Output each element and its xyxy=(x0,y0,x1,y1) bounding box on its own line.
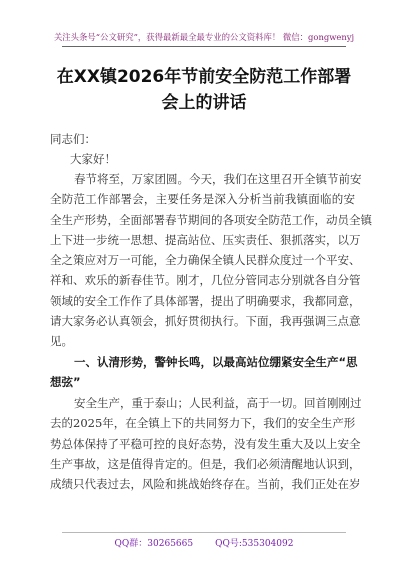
paragraph-2 xyxy=(50,413,361,494)
paragraph-2-first-line-block xyxy=(74,393,362,413)
document-title-line-2: 会上的讲话 xyxy=(161,93,247,113)
document-title-line-1: 在XX镇2026年节前安全防范工作部署 xyxy=(56,67,352,87)
paragraph-1-line: 祥和、欢乐的新春佳节。刚才，几位分管同志分别就各自分管 xyxy=(50,273,361,288)
paragraph-2-line: 成绩只代表过去，风险和挑战始终存在。当前，我们正处在岁 xyxy=(50,477,361,492)
paragraph-1-line: 全之策应对万一可能，全力确保全镇人民群众度过一个平安、 xyxy=(50,253,361,268)
paragraph-1-line: 春节将至，万家团圆。今天，我们在这里召开全镇节前安 xyxy=(74,172,362,186)
paragraph-1-line: 上下进一步统一思想、提高站位、压实责任、狠抓落实，以万 xyxy=(50,232,361,247)
salutation: 同志们： xyxy=(50,132,96,146)
greeting-block xyxy=(70,149,360,169)
section-heading-1-line: 一、认清形势，警钟长鸣，以最高站位绷紧安全生产“思 xyxy=(74,355,358,369)
header-notice: 关注头条号“公文研究”，获得最新最全最专业的公文资料库！ 微信：gongwenyj xyxy=(53,32,355,42)
paragraph-2-line: 安全生产，重于泰山；人民利益，高于一切。回首刚刚过 xyxy=(74,396,362,410)
footer-qq-number: QQ号:535304092 xyxy=(215,539,294,549)
salutation-block xyxy=(50,129,340,149)
paragraph-2-line: 势总体保持了平稳可控的良好态势，没有发生重大及以上安全 xyxy=(50,436,361,451)
paragraph-2-line: 去的2025年，在全镇上下的共同努力下，我们的安全生产形 xyxy=(50,416,356,431)
paragraph-1-line: 领域的安全工作作了具体部署，提出了明确要求，我都同意， xyxy=(50,293,361,308)
greeting: 大家好！ xyxy=(70,152,116,166)
paragraph-1-line: 请大家务必认真领会，抓好贯彻执行。下面，我再强调三点意 xyxy=(50,314,361,329)
footer-divider xyxy=(62,532,346,533)
paragraph-1-line: 全防范工作部署会，主要任务是深入分析当前我镇面临的安 xyxy=(50,192,355,207)
footer-qq-group: QQ群：30265665 xyxy=(114,539,194,549)
paragraph-1-first-line-block xyxy=(74,169,362,189)
paragraph-1-line: 见。 xyxy=(50,334,73,349)
paragraph-1-line: 全生产形势，全面部署春节期间的各项安全防范工作，动员全镇 xyxy=(50,212,372,227)
paragraph-1 xyxy=(50,189,372,351)
section-heading-1 xyxy=(50,372,355,392)
section-heading-1-line: 想弦” xyxy=(50,375,81,390)
header-divider xyxy=(62,46,346,47)
section-heading-1-first-line-block xyxy=(74,352,358,372)
paragraph-2-line: 生产事故，这是值得肯定的。但是，我们必须清醒地认识到， xyxy=(50,456,361,471)
footer-contact xyxy=(0,536,408,549)
